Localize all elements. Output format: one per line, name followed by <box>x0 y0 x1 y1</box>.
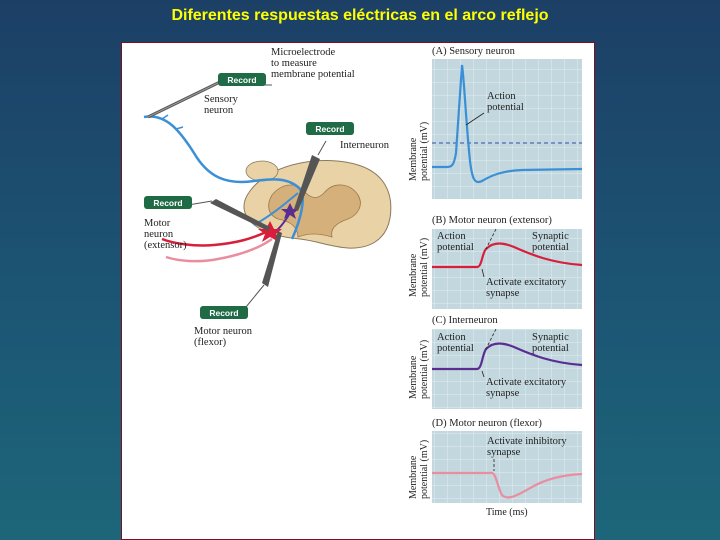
spinal-cord-diagram <box>144 47 391 348</box>
sensory-neuron-label: Sensory neuron <box>204 94 238 116</box>
panel-d-title: (D) Motor neuron (flexor) <box>432 418 542 429</box>
microelectrode-label: Microelectrode to measure membrane potential <box>271 47 355 80</box>
panel-b-extensor <box>408 215 582 309</box>
panel-a-sensory <box>408 46 582 199</box>
panel-c-right-label: Synaptic potential <box>532 332 569 354</box>
panel-b-ylabel: Membrane potential (mV) <box>408 237 430 297</box>
motor-extensor-label: Motor neuron (extensor) <box>144 218 187 251</box>
record-box-sensory <box>218 73 266 86</box>
panel-c-title: (C) Interneuron <box>432 315 498 326</box>
panel-b-title: (B) Motor neuron (extensor) <box>432 215 552 226</box>
panel-b-right-label: Synaptic potential <box>532 231 569 253</box>
panel-b-left-label: Action potential <box>437 231 474 253</box>
record-box-extensor <box>144 196 192 209</box>
figure-canvas <box>122 43 595 540</box>
panel-b-bottom-label: Activate excitatory synapse <box>486 277 567 299</box>
svg-text:Record: Record <box>153 198 183 208</box>
electrodes <box>148 81 326 307</box>
svg-text:Record: Record <box>315 124 345 134</box>
record-box-flexor <box>200 306 248 319</box>
panel-d-annotation: Activate inhibitory synapse <box>487 436 567 458</box>
svg-text:Record: Record <box>227 75 257 85</box>
slide-title: Diferentes respuestas eléctricas en el arco reflejo <box>171 7 549 24</box>
panel-d-flexor <box>408 418 582 518</box>
panel-a-annotation: Action potential <box>487 91 524 113</box>
panel-c-interneuron <box>408 315 582 409</box>
motor-flexor-label: Motor neuron (flexor) <box>194 326 253 348</box>
ganglion <box>246 161 278 181</box>
time-axis-label: Time (ms) <box>486 507 528 518</box>
svg-text:Record: Record <box>209 308 239 318</box>
panel-c-left-label: Action potential <box>437 332 474 354</box>
reflex-arc-figure <box>121 42 595 540</box>
panel-d-ylabel: Membrane potential (mV) <box>408 439 430 499</box>
panel-c-bottom-label: Activate excitatory synapse <box>486 377 567 399</box>
record-box-interneuron <box>306 122 354 135</box>
panel-a-ylabel: Membrane potential (mV) <box>408 121 430 181</box>
interneuron-label: Interneuron <box>340 140 389 151</box>
panel-c-ylabel: Membrane potential (mV) <box>408 339 430 399</box>
panel-a-title: (A) Sensory neuron <box>432 46 515 57</box>
